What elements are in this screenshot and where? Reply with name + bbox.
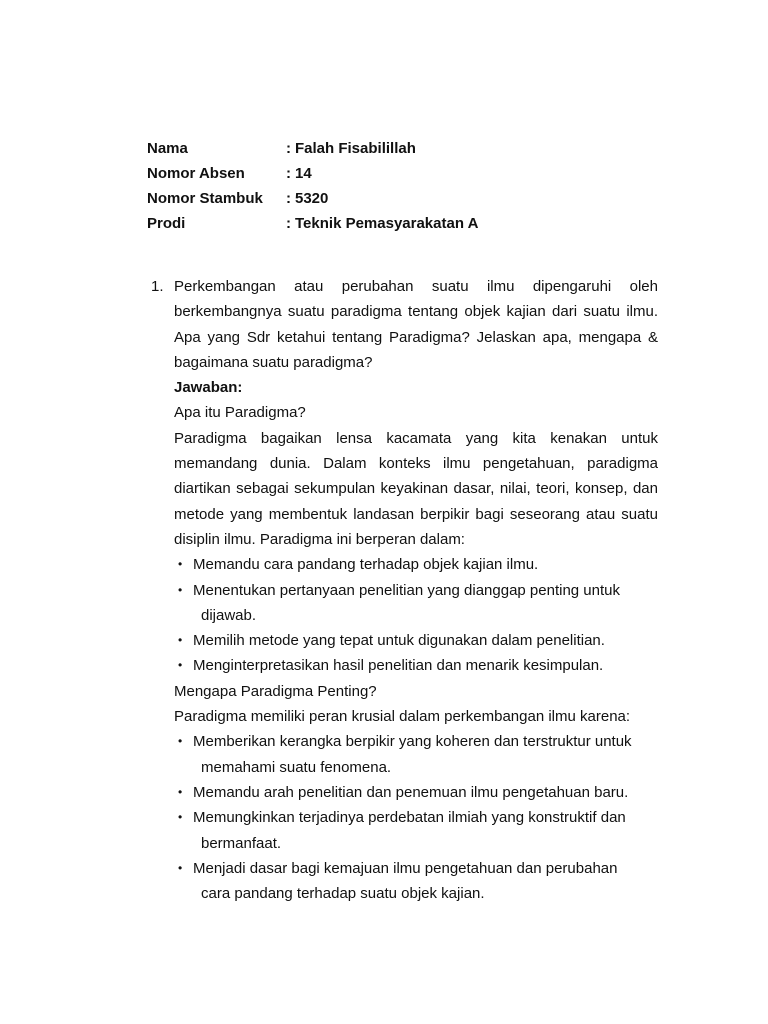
bullet-icon: • [178, 860, 183, 875]
bullet-text: Memberikan kerangka berpikir yang koheren dan terstruktur untuk [193, 733, 632, 751]
nama-label: Nama [147, 140, 188, 157]
list-item [174, 653, 658, 678]
absen-value: 14 [295, 165, 312, 182]
bullet-text: Memungkinkan terjadinya perdebatan ilmiah yang konstruktif dan [193, 809, 626, 827]
section-title-apa: Apa itu Paradigma? [174, 404, 306, 422]
list-item [174, 552, 658, 577]
bullet-list-apa [174, 552, 658, 678]
bullet-text: Menjadi dasar bagi kemajuan ilmu pengetahuan dan perubahan [193, 859, 618, 877]
separator: : [286, 140, 291, 157]
separator: : [286, 165, 291, 182]
question-content [174, 274, 658, 906]
nama-value: Falah Fisabilillah [295, 140, 416, 157]
identity-row-prodi [147, 211, 667, 236]
section-text-mengapa: Paradigma memiliki peran krusial dalam perkembangan ilmu karena: [174, 708, 631, 726]
separator: : [286, 215, 291, 232]
bullet-text: Menentukan pertanyaan penelitian yang dianggap penting untuk [193, 581, 621, 599]
identity-block [147, 136, 667, 236]
list-item [174, 856, 658, 907]
bullet-icon: • [178, 734, 183, 749]
stambuk-label: Nomor Stambuk [147, 190, 263, 207]
answer-label: Jawaban: [174, 379, 243, 397]
question-number: 1. [151, 278, 164, 295]
section-text-apa: Paradigma bagaikan lensa kacamata yang kita kenakan untuk memandang dunia. Dalam konteks ilmu pengetahuan, paradigma diartikan sebagai sekumpulan keyakinan dasar, nilai, teori, konsep, dan metode yang membentuk landasan berpikir bagi seseorang atau suatu disiplin ilmu. Paradigma ini berperan dalam: [174, 429, 658, 548]
bullet-icon: • [178, 557, 183, 572]
bullet-text-continued: bermanfaat. [201, 834, 282, 852]
stambuk-value: 5320 [295, 190, 329, 207]
prodi-value: Teknik Pemasyarakatan A [295, 215, 479, 232]
list-item [174, 780, 658, 805]
bullet-list-mengapa [174, 729, 658, 906]
bullet-text: Memandu cara pandang terhadap objek kajian ilmu. [193, 556, 539, 574]
bullet-icon: • [178, 810, 183, 825]
bullet-text-continued: dijawab. [201, 606, 257, 624]
list-item [174, 729, 658, 780]
bullet-icon: • [178, 658, 183, 673]
separator: : [286, 190, 291, 207]
identity-row-nama [147, 136, 667, 161]
bullet-text: Memandu arah penelitian dan penemuan ilmu pengetahuan baru. [193, 783, 629, 801]
section-title-mengapa: Mengapa Paradigma Penting? [174, 682, 377, 700]
bullet-text-continued: memahami suatu fenomena. [201, 758, 392, 776]
bullet-text: Menginterpretasikan hasil penelitian dan menarik kesimpulan. [193, 657, 604, 675]
list-item [174, 628, 658, 653]
bullet-icon: • [178, 582, 183, 597]
list-item [174, 805, 658, 856]
identity-row-stambuk [147, 186, 667, 211]
identity-row-absen [147, 161, 667, 186]
bullet-text-continued: cara pandang terhadap suatu objek kajian. [201, 885, 485, 903]
list-item [174, 578, 658, 629]
absen-label: Nomor Absen [147, 165, 245, 182]
question-text: Perkembangan atau perubahan suatu ilmu dipengaruhi oleh berkembangnya suatu paradigma tentang objek kajian dari suatu ilmu. Apa yang Sdr ketahui tentang Paradigma? Jelaskan apa, mengapa & bagaimana suatu paradigma? [174, 278, 658, 371]
prodi-label: Prodi [147, 215, 186, 232]
bullet-icon: • [178, 784, 183, 799]
bullet-icon: • [178, 633, 183, 648]
bullet-text: Memilih metode yang tepat untuk digunakan dalam penelitian. [193, 632, 605, 650]
